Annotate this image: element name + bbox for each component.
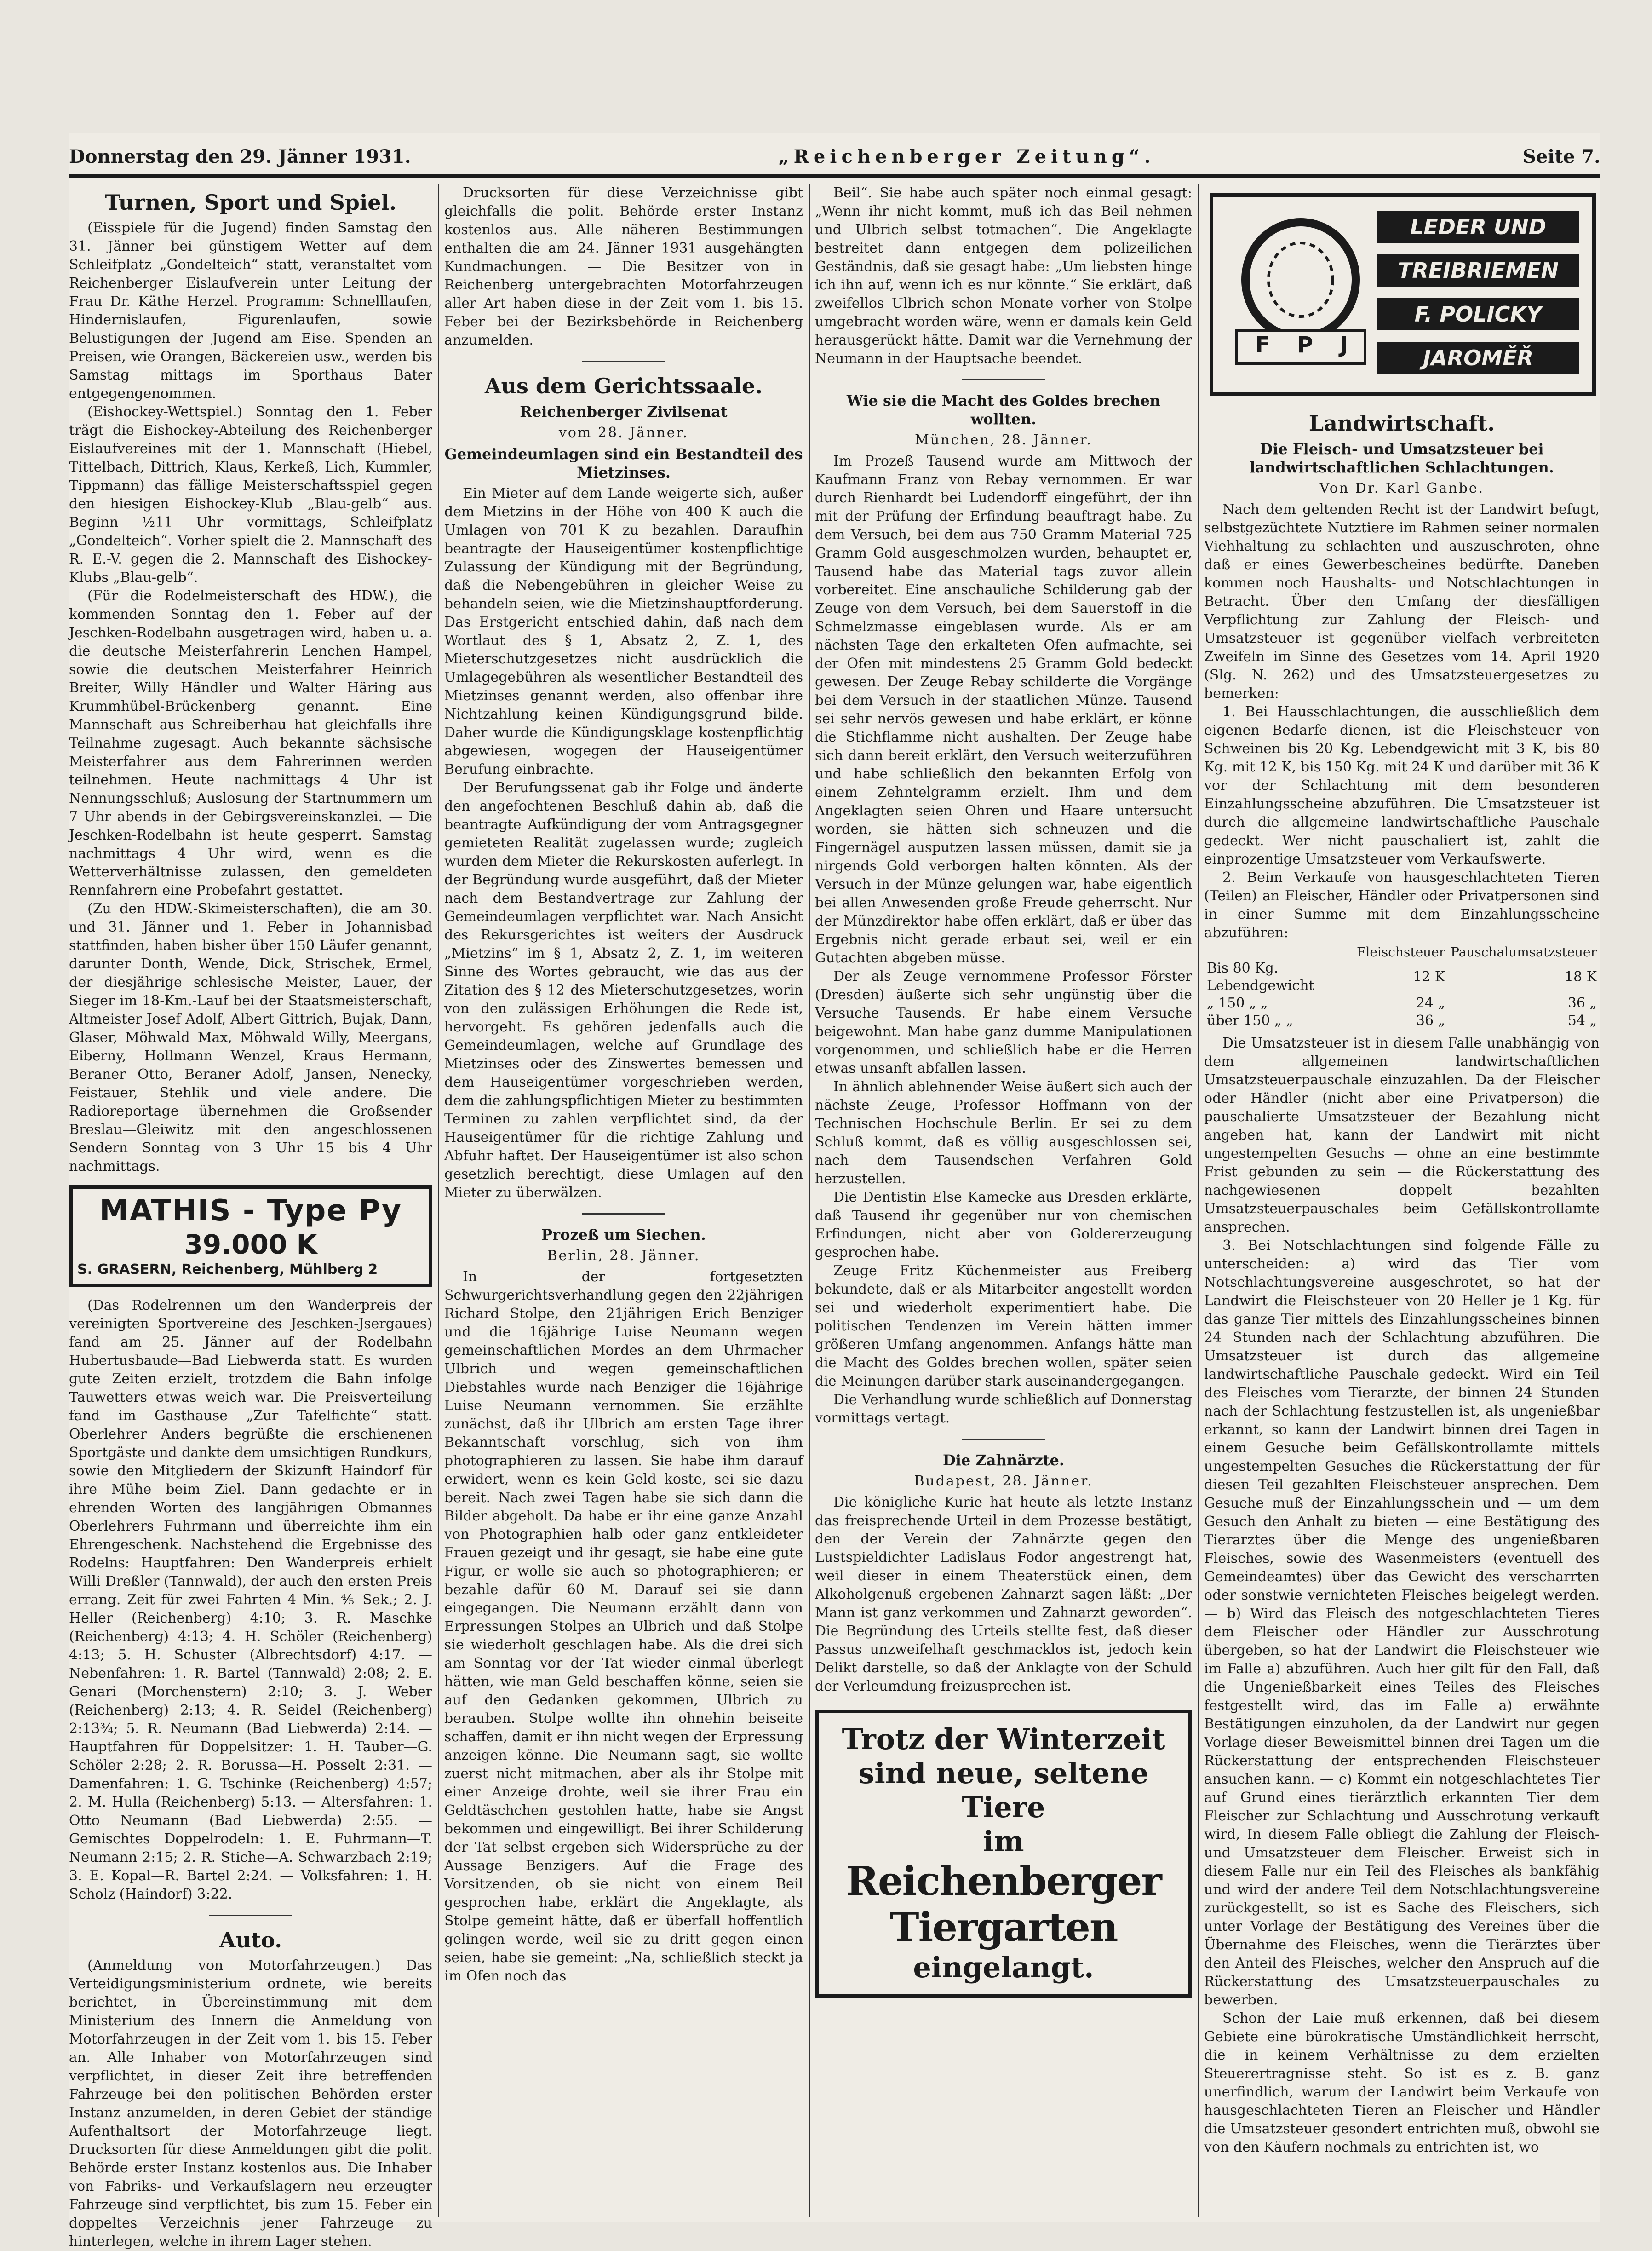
section-title-gericht: Aus dem Gerichtssaale.: [484, 374, 763, 398]
ad-tiergarten-name: Reichenberger Tiergarten: [846, 1858, 1161, 1951]
top-rule: [69, 174, 1600, 178]
divider: [962, 379, 1045, 380]
article-skimeisterschaften: (Zu den HDW.-Skimeisterschaften), die am 30. und 31. Jänner und 1. Feber in Johannisbad stattfinden, haben bisher über 150 Läufer genannt, darunter Donth, Wende, Dick, Strischek, Ermel, der diesjährige schlesische Meister, Lauer, der Sieger im 18-Km.-Lauf bei der Staatsmeisterschaft, Altmeister Josef Adolf, Albert Gittrich, Bujak, Dann, Glaser, Möhwald Max, Möhwald Willy, Meergans, Eiberny, Hollmann Wenzel, Kraus Hermann, Beraner Otto, Beraner Adolf, Jansen, Nenecky, Feistauer, Stehlik und viele andere. Die Radioreportage übernehmen die Großsender Breslau—Gleiwitz mit den angeschlossenen Sendern Sonntag von 3 Uhr 15 bis 4 Uhr nachmittags.: [69, 901, 432, 1174]
issue-date: Donnerstag den 29. Jänner 1931.: [69, 145, 411, 167]
headline-fleischsteuer: Die Fleisch- und Umsatzsteuer bei landwirtschaftlichen Schlachtungen.: [1250, 440, 1554, 476]
dateline: München, 28. Jänner.: [915, 432, 1092, 448]
table-cell: 54 „: [1567, 1013, 1597, 1029]
ad-tiergarten-line1: Trotz der Winterzeit: [842, 1722, 1165, 1756]
column-2: [444, 184, 803, 2217]
monogram-letter: F: [1255, 332, 1270, 358]
subheading-zivilsenat: Reichenberger Zivilsenat: [520, 403, 728, 420]
headline-prozess: Prozeß um Siechen.: [541, 1226, 706, 1244]
article-vertagt: Die Verhandlung wurde schließlich auf Donnerstag vormittags vertagt.: [815, 1392, 1192, 1426]
table-cell: 12 K: [1413, 969, 1446, 985]
article-eishockey: (Eishockey-Wettspiel.) Sonntag den 1. Feber trägt die Eishockey-Abteilung des Reichenberger Eislaufvereines mit der 1. Mannschaft (Hiebel, Tittelbach, Dittrich, Klaus, Kerkeß, Lich, Kummler, Tippmann) das fällige Meisterschaftsspiel gegen den hiesigen Eishockey-Klub „Blau-gelb“ aus. Beginn ½11 Uhr vormittags, Schleifplatz „Gondelteich“. Vorher spielt die 2. Mannschaft des R. E.-V. gegen die 2. Mannschaft des Eishockey-Klubs „Blau-gelb“.: [69, 404, 432, 586]
divider: [209, 1915, 292, 1916]
article-motorfahrzeuge: (Anmeldung von Motorfahrzeugen.) Das Verteidigungsministerium ordnete, wie bereits berichtet, in Übereinstimmung mit dem Ministerium des Innern die Anmeldung von Motorfahrzeugen in der Zeit vom 1. bis 15. Feber an. Alle Inhaber von Motorfahrzeugen sind verpflichtet, in dieser Zeit ihre betreffenden Fahrzeuge bei den politischen Behörden erster Instanz anzumelden, in deren Gebiet der ständige Aufenthaltsort der Motorfahrzeuge liegt. Drucksorten für diese Anmeldungen gibt die polit. Behörde erster Instanz kostenlos aus. Die Inhaber von Fabriks- und Verkaufslagern neu erzeugter Fahrzeuge sind verpflichtet, bis zum 15. Feber ein doppeltes Verzeichnis jener Fahrzeuge zu hinterlegen, welche in ihrem Lager stehen.: [69, 1957, 432, 2250]
article-motorfahrzeuge-cont: Drucksorten für diese Verzeichnisse gibt gleichfalls die polit. Behörde erster Instanz kostenlos aus. Alle näheren Bestimmungen enthalten die am 24. Jänner 1931 ausgehängten Kundmachungen. — Die Besitzer von in Reichenberg untergebrachten Motorfahrzeugen aller Art haben diese in der Zeit vom 1. bis 15. Feber bei der Bezirksbehörde in Reichenberg anzumelden.: [444, 185, 803, 348]
article-landwirt: Nach dem geltenden Recht ist der Landwirt befugt, selbstgezüchtete Nutztiere im Rahmen seiner normalen Viehhaltung zu schlachten und auszuschroten, ohne daß er eines Gewerbescheines bedürfte. Daneben kommen noch Haushalts- und Notschlachtungen in Betracht. Über den Umfang der diesfälligen Verpflichtung zur Zahlung der Fleisch- und Umsatzsteuer ist gegenüber vielfach verbreiteten Zweifeln im Sinne des Gesetzes vom 14. April 1920 (Slg. N. 262) und des Umsatzsteuergesetzes zu bemerken:: [1204, 501, 1600, 702]
headline-zahnaerzte: Die Zahnärzte.: [942, 1451, 1065, 1469]
table-cell: 24 „: [1416, 995, 1446, 1011]
ad-mathis-dealer: S. GRASERN, Reichenberg, Mühlberg 2: [77, 1261, 378, 1278]
table-cell: 36 „: [1416, 1013, 1446, 1029]
article-hoffmann: In ähnlich ablehnender Weise äußert sich auch der nächste Zeuge, Professor Hoffmann von der Technischen Hochschule Berlin. Er sei zu dem Schluß kommt, daß es völlig ausgeschlossen sei, nach dem Tausendschen Verfahren Gold herzustellen.: [815, 1079, 1192, 1187]
headline-gemeindeumlagen: Gemeindeumlagen sind ein Bestandteil des Mietzinses.: [444, 445, 803, 481]
table-row: [1204, 995, 1600, 1012]
ad-tiergarten-line2: sind neue, seltene Tiere: [858, 1756, 1149, 1824]
ad-leder-word: LEDER UND: [1377, 211, 1579, 243]
column-rule-1: [438, 184, 439, 2217]
table-cell: über 150 „ „: [1207, 1013, 1293, 1029]
table-cell: Bis 80 Kg. Lebendgewicht: [1207, 960, 1314, 994]
article-hausschlachtungen: 1. Bei Hausschlachtungen, die ausschließlich dem eigenen Bedarfe dienen, ist die Fleischsteuer von Schweinen bis 20 Kg. Lebendgewicht mit 3 K, bis 80 Kg. mit 12 K, bis 150 Kg. mit 24 K und darüber mit 36 K vor der Schlachtung mit dem besonderen Einzahlungsscheine abzuführen. Die Umsatzsteuer ist durch die allgemeine landwirtschaftliche Pauschale gedeckt. Wer nicht pauschaliert ist, zahlt die einprozentige Umsatzsteuer vom Verkaufswerte.: [1204, 704, 1600, 867]
article-buerokratie: Schon der Laie muß erkennen, daß bei diesem Gebiete eine bürokratische Umständlichkeit herrscht, die in keinem Verhältnisse zu dem erzielten Steuerertragnisse steht. So ist es z. B. ganz unerfindlich, warum der Landwirt beim Verkaufe von hausgeschlachteten Tieren an Fleischer und Händler die Umsatzsteuer gesondert entrichten muß, obwohl sie von den Käufern nochmals zu entrichten ist, wo: [1204, 2010, 1600, 2155]
monogram-letter: P: [1296, 332, 1314, 358]
newspaper-title: „Reichenberger Zeitung“.: [778, 145, 1155, 167]
ad-leder-word: JAROMĚŘ: [1377, 342, 1579, 374]
section-title-landwirtschaft: Landwirtschaft.: [1308, 411, 1495, 436]
article-berufungssenat: Der Berufungssenat gab ihr Folge und änderte den angefochtenen Beschluß dahin ab, daß die beantragte Aufkündigung der vom Antragsgegner gemieteten Realität zugelassen wurde; zugleich wurden dem Mieter die Rekurskosten auferlegt. In der Begründung wurde ausgeführt, daß der Mieter nach dem Bestandvertrage zur Zahlung der Gemeindeumlagen verpflichtet war. Nach Ansicht des Rekursgerichtes ist weiters der Ausdruck „Mietzins“ im § 1, Absatz 2, Z. 1, im weiteren Sinne des Wortes gebraucht, wie das aus der Zitation des § 12 des Mieterschutzgesetzes, worin von den zulässigen Erhöhungen die Rede ist, hervorgeht. Es gehören jedenfalls auch die Gemeindeumlagen, welche auf Grundlage des Mietzinses oder des Zinswertes bemessen und dem Hauseigentümer vorgeschrieben werden, dem die zahlungspflichtigen Mieter zu bestimmten Terminen zu zahlen verpflichtet sind, da der Hauseigentümer für die richtige Zahlung und Abfuhr haftet. Der Hauseigentümer ist also schon gesetzlich berechtigt, diese Umlagen auf den Mieter zu überwälzen.: [444, 780, 803, 1201]
section-title-sport: Turnen, Sport und Spiel.: [104, 190, 397, 215]
article-tausend: Im Prozeß Tausend wurde am Mittwoch der Kaufmann Franz von Rebay vernommen. Er war durch Rienhardt bei Ludendorff eingeführt, der ihn mit der Prüfung der Erfindung beauftragt habe. Zu dem Versuch, bei dem aus 750 Gramm Material 725 Gramm Gold ausgeschmolzen wurden, behauptet er, Tausend habe das Material tags zuvor allein vorbereitet. Eine anschauliche Schilderung gab der Zeuge von dem Versuch, bei dem Sauerstoff in die Schmelzmasse eingeblasen wurde. Als er am nächsten Tage den erkalteten Ofen aufmachte, sei der Ofen mit mindestens 25 Gramm Gold bedeckt gewesen. Der Zeuge Rebay schilderte die Vorgänge bei dem Versuch in der staatlichen Münze. Tausend sei sehr nervös gewesen und habe erklärt, er könne die Stichflamme nicht aushalten. Der Zeuge habe sich dann bereit erklärt, den Versuch weiterzuführen und habe schließlich den bekannten Erfolg von einem Zehntelgramm erzielt. Ihm und dem Angeklagten seien Ohren und Haare untersucht worden, sie hätten sich schneuzen und die Fingernägel ausputzen lassen müssen, damit sie ja nirgends Gold verborgen halten könnten. Als der Versuch in der Münze gelungen war, habe eigentlich bei allen Anwesenden große Freude geherrscht. Nur der Münzdirektor habe offen erklärt, daß er über das Ergebnis nicht gerade erbaut sei, weil er ein Gutachten abgeben müsse.: [815, 453, 1192, 966]
page-number: Seite 7.: [1522, 145, 1600, 167]
dateline: Budapest, 28. Jänner.: [914, 1473, 1093, 1489]
article-schwurgericht: In der fortgesetzten Schwurgerichtsverhandlung gegen den 22jährigen Richard Stolpe, den 21jährigen Erich Benziger und die 16jährige Luise Neumann wegen gemeinschaftlichen Mordes an dem Uhrmacher Ulbrich und wegen gemeinschaftlichen Diebstahles wurde nach Benziger die 16jährige Luise Neumann vernommen. Sie erzählte zunächst, daß ihr Ulbrich am ersten Tage ihrer Bekanntschaft vorschlug, sich von ihm photographieren zu lassen. Sie habe ihm darauf erwidert, wenn es kein Geld koste, sei sie dazu bereit. Nach zwei Tagen habe sie sich dann die Bilder abgeholt. Da habe er ihr eine ganze Anzahl von Photographien halb oder ganz entkleideter Frauen gezeigt und ihr gesagt, sie habe eine gute Figur, er wolle sie auch so photographieren; er bezahle dafür 60 M. Darauf sei sie dann eingegangen. Die Neumann erzählt dann von Erpressungen Stolpes an Ulbrich und daß Stolpe sie wiederholt geschlagen habe. Als die drei sich am Sonntag vor der Tat wieder einmal überlegt hätten, wie man Geld beschaffen könne, seien sie auf den Gedanken gekommen, Ulbrich zu berauben. Stolpe wollte ihn ohnehin beiseite schaffen, damit er ihn nicht wegen der Erpressung anzeigen könne. Die Neumann sagt, sie wollte zuerst nicht mitmachen, aber als ihr Stolpe mit einer Anzeige drohte, weil sie ihrer Frau ein Geldtäschchen gestohlen hatte, habe sie Angst bekommen und eingewilligt. Bei ihrer Schilderung der Tat selbst ergeben sich Widersprüche zu der Aussage Benzigers. Auf die Frage des Vorsitzenden, ob sie nicht von einem Beil gesprochen habe, erklärt die Angeklagte, als Stolpe gemeint hätte, daß er überfall hoffentlich gelingen werde, weil sie zu dritt gegen einen seien, habe sie gemeint: „Na, schließlich steckt ja im Ofen noch das: [444, 1269, 803, 1984]
article-verkauf: 2. Beim Verkaufe von hausgeschlachteten Tieren (Teilen) an Fleischer, Händler oder Privatpersonen sind in einer Summe mit dem Einzahlungsscheine abzuführen:: [1204, 869, 1600, 941]
column-rule-2: [809, 184, 810, 2217]
dateline: Berlin, 28. Jänner.: [547, 1248, 700, 1264]
ad-leder-word: TREIBRIEMEN: [1377, 254, 1579, 287]
column-1: [69, 184, 432, 2250]
table-row: [1204, 1012, 1600, 1030]
article-kuechenmeister: Zeuge Fritz Küchenmeister aus Freiberg bekundete, daß er als Mitarbeiter angestellt worden sei und wiederholt experimentiert habe. Die politischen Tendenzen im Verein hätten immer größeren Umfang angenommen. Anfangs hätte man die Macht des Goldes brechen wollen, später seien die Meinungen darüber stark auseinandergegangen.: [815, 1263, 1192, 1389]
ad-mathis-price: 39.000 K: [184, 1229, 317, 1260]
article-schwurgericht-cont: Beil“. Sie habe auch später noch einmal gesagt: „Wenn ihr nicht kommt, muß ich das Beil nehmen und Ulbrich selbst totmachen“. Die Angeklagte bestreitet dann entgegen dem polizeilichen Geständnis, daß sie gesagt habe: „Um liebsten hinge ich ihn auf, wenn ich es nur könnte.“ Sie erklärt, daß zweifellos Ulbrich schon Monate vorher von Stolpe umgebracht worden wäre, wenn er damals kein Geld herausgerückt hätte. Damit war die Vernehmung der Neumann in der Hauptsache beendet.: [815, 185, 1192, 367]
monogram: [1242, 331, 1361, 359]
divider: [962, 1439, 1045, 1440]
section-title-auto: Auto.: [219, 1928, 282, 1952]
article-kurie: Die königliche Kurie hat heute als letzte Instanz das freisprechende Urteil in dem Prozesse bestätigt, den der Verein der Zahnärzte gegen den Lustspieldichter Ladislaus Fodor angestrengt hat, weil dieser in einem Theaterstück einen, dem Alkoholgenuß ergebenen Zahnarzt sagen läßt: „Der Mann ist ganz verkommen und Zahnarzt geworden“. Die Begründung des Urteils stellte fest, daß dieser Passus unzweifelhaft geschmacklos ist, jedoch kein Delikt darstelle, so daß der Anklagte von der Schuld der Verleumdung freizusprechen ist.: [815, 1494, 1192, 1694]
divider: [582, 361, 665, 362]
table-header-row: [1204, 945, 1600, 960]
masthead: [69, 138, 1600, 175]
ad-leder-word: F. POLICKY: [1377, 298, 1579, 330]
column-3: [815, 184, 1192, 2217]
article-kamecke: Die Dentistin Else Kamecke aus Dresden erklärte, daß Tausend ihr gegenüber nur von chemischen Erfindungen, nicht aber von Goldererzeugung gesprochen habe.: [815, 1189, 1192, 1261]
table-cell: „ 150 „ „: [1207, 995, 1268, 1011]
article-umsatzsteuer: Die Umsatzsteuer ist in diesem Falle unabhängig von dem allgemeinen landwirtschaftlichen Umsatzsteuerpauschale einzuzahlen. Da der Fleischer oder Händler (nicht aber eine Privatperson) die pauschalierte Umsatzsteuer der Bezahlung nicht angeben hat, kann der Landwirt mit nicht ungestempelten Gesuchs — ohne an eine bestimmte Frist gebunden zu sein — die Rückerstattung des nachgewiesenen doppelt bezahlten Umsatzsteuerpauschales beim Gefällskontrollamte ansprechen.: [1204, 1035, 1600, 1235]
article-foerster: Der als Zeuge vernommene Professor Förster (Dresden) äußerte sich sehr ungünstig über die Versuche Tausends. Er habe einem Versuche beigewohnt. Man habe ganz dumme Manipulationen vorgenommen, und schließlich habe er die Herren etwas unsanft abfallen lassen.: [815, 968, 1192, 1077]
column-4: [1204, 405, 1600, 2217]
ad-mathis-model: MATHIS - Type Py: [99, 1194, 402, 1228]
table-cell: 36 „: [1567, 995, 1597, 1011]
ad-tiergarten-line3: im: [983, 1825, 1024, 1858]
article-rodelmeisterschaft: (Für die Rodelmeisterschaft des HDW.), die kommenden Sonntag den 1. Feber auf der Jeschken-Rodelbahn ausgetragen wird, haben u. a. die deutsche Meisterfahrerin Lenchen Hampel, sowie die deutschen Meisterfahrer Heinrich Breiter, Willy Händler und Walter Häring aus Krummhübel-Brückenberg genannt. Eine Mannschaft aus Schreiberhau hat gleichfalls ihre Teilnahme zugesagt. Auch bekannte sächsische Meisterfahrer aus dem Fahrerinnen werden teilnehmen. Heute nachmittags 4 Uhr ist Nennungsschluß; Auslosung der Startnummern um 7 Uhr abends in der Gebirgsvereinskanzlei. — Die Jeschken-Rodelbahn ist heute gesperrt. Samstag nachmittags 4 Uhr wird, wenn es die Wetterverhältnisse zulassen, den gemeldeten Rennfahrern eine Probefahrt gestattet.: [69, 588, 432, 898]
table-row: [1204, 960, 1600, 995]
article-mieter: Ein Mieter auf dem Lande weigerte sich, außer dem Mietzins in der Höhe von 400 K auch die Umlagen von 701 K zu bezahlen. Daraufhin beantragte der Hauseigentümer kostenpflichtige Zulassung der Kündigung mit der Begründung, daß die Nebengebühren in gleicher Weise zu behandeln seien, wie die Mietzinshauptforderung. Das Erstgericht entschied dahin, daß nach dem Wortlaut des § 1, Absatz 2, Z. 1, des Mieterschutzgesetzes nicht ausdrücklich die Umlagegebühren als wesentlicher Bestandteil des Mietzinses genannt werden, also offenbar ihre Nichtzahlung keinen Kündigungsgrund bilde. Daher wurde die Kündigungsklage kostenpflichtig abgewiesen, wogegen der Hauseigentümer Berufung einbrachte.: [444, 485, 803, 777]
byline: Von Dr. Karl Ganbe.: [1319, 480, 1485, 496]
dateline: vom 28. Jänner.: [558, 425, 689, 441]
advertisement-mathis: [69, 1185, 432, 1287]
ad-tiergarten-line5: eingelangt.: [913, 1951, 1094, 1984]
article-rodelrennen: (Das Rodelrennen um den Wanderpreis der vereinigten Sportvereine des Jeschken-Jsergaues) fand am 25. Jänner auf der Rodelbahn Hubertusbaude—Bad Liebwerda statt. Es wurden gute Zeiten erzielt, trotzdem die Bahn infolge Tauwetters etwas weich war. Die Preisverteilung fand im Gasthause „Zur Tafelfichte“ statt. Oberlehrer Anders begrüßte die erschienenen Sportgäste und dankte dem umsichtigen Rundkurs, sowie den Mitgliedern der Skizunft Haindorf für ihre Mühe beim Ziel. Dann gedachte er in ehrenden Worten des langjährigen Obmannes Oberlehrers Fuhrmann und überreichte ihm ein Ehrengeschenk. Nachstehend die Ergebnisse des Rodelns: Hauptfahren: Den Wanderpreis erhielt Willi Dreßler (Tannwald), der auch den ersten Preis errang. Zeit für zwei Fahrten 4 Min. ⅘ Sek.; 2. J. Heller (Reichenberg) 4:10; 3. R. Maschke (Reichenberg) 4:13; 4. H. Schöler (Reichenberg) 4:13; 5. H. Schuster (Albrechtsdorf) 4:17. — Nebenfahren: 1. R. Bartel (Tannwald) 2:08; 2. E. Genari (Morchenstern) 2:10; 3. J. Weber (Reichenberg) 2:13; 4. R. Seidel (Reichenberg) 2:13¾; 5. R. Neumann (Bad Liebwerda) 2:14. — Hauptfahren für Doppelsitzer: 1. H. Tauber—G. Schöler 2:28; 2. R. Borussa—H. Posselt 2:31. — Damenfahren: 1. G. Tschinke (Reichenberg) 4:57; 2. M. Hulla (Reichenberg) 5:13. — Altersfahren: 1. Otto Neumann (Bad Liebwerda) 2:55. — Gemischtes Doppelrodeln: 1. E. Fuhrmann—T. Neumann 2:15; 2. R. Stiche—A. Schwarzbach 2:19; 3. E. Kopal—R. Bartel 2:24. — Volksfahren: 1. H. Scholz (Haindorf) 3:22.: [69, 1297, 432, 1902]
advertisement-leder: [1210, 193, 1596, 396]
tax-table: [1204, 945, 1600, 1030]
article-eisspiele: (Eisspiele für die Jugend) finden Samstag den 31. Jänner bei günstigem Wetter auf dem Schleifplatz „Gondelteich“ statt, veranstaltet vom Reichenberger Eislaufverein unter Leitung der Frau Dr. Käthe Herzel. Programm: Schnelllaufen, Hindernislaufen, Figurenlaufen, sowie Belustigungen der Jugend am Eise. Spenden an Preisen, wie Orangen, Bäckereien usw., werden bis Samstag mittags im Sporthaus Bater entgegengenommen.: [69, 220, 432, 402]
table-header: [1204, 945, 1354, 960]
table-header: Pauschalumsatzsteuer: [1451, 944, 1597, 960]
headline-gold: Wie sie die Macht des Goldes brechen wollten.: [846, 392, 1161, 428]
monogram-letter: J: [1340, 332, 1348, 358]
table-header: Fleischsteuer: [1356, 944, 1446, 960]
column-rule-3: [1198, 184, 1199, 2217]
table-cell: 18 K: [1564, 969, 1597, 985]
divider: [582, 1213, 665, 1215]
article-notschlachtungen: 3. Bei Notschlachtungen sind folgende Fälle zu unterscheiden: a) wird das Tier vom Notschlachtungsvereine ausgeschrotet, so hat der Landwirt die Fleischsteuer von 20 Heller je 1 Kg. für das ganze Tier mittels des Einzahlungsscheines binnen 24 Stunden nach der Schlachtung abzuführen. Die Umsatzsteuer ist durch das allgemeine landwirtschaftliche Pauschale gedeckt. Wird ein Teil des Fleisches vom Tierarzte, der binnen 24 Stunden nach der Schlachtung festzustellen ist, als ungenießbar erkannt, so kann der Landwirt binnen drei Tagen in einem Gesuche beim Gefällskontrollamte mittels ungestempelten Gesuches die Rückerstattung der für diesen Teil gezahlten Fleischsteuer ansprechen. Dem Gesuche muß der Einzahlungsschein und — um dem Gesuch den Anhalt zu bieten — eine Bestätigung des Tierarztes über die Menge des ungenießbaren Fleisches, sowie des Wasenmeisters (eventuell des Gemeindeamtes) über das Gewicht des verscharrten oder sonstwie vernichteten Fleisches beigelegt werden. — b) Wird das Fleisch des notgeschlachteten Tieres dem Fleischer oder Händler zur Ausschrotung übergeben, so hat der Landwirt die Fleischsteuer wie im Falle a) abzuführen. Auch hier gilt für den Fall, daß die Ungenießbarkeit eines Teiles des Fleisches festgestellt wird, das im Falle a) erwähnte Bestätigungen einzuholen, da der Landwirt nur gegen Vorlage dieser Beweismittel binnen drei Tagen um die Rückerstattung der entsprechenden Fleischsteuer ansuchen kann. — c) Kommt ein notgeschlachtetes Tier auf Grund eines tierärztlich erkannten Tier dem Fleischer zur Schlachtung und Ausschrotung verkauft wird, In diesem Falle obliegt die Zahlung der Fleisch- und Umsatzsteuer dem Fleischer. Erweist sich in diesem Falle nur ein Teil des Fleisches als bankfähig und wird der andere Teil dem Notschlachtungsvereine zurückgestellt, so ist es Sache des Fleischers, sich unter Vorlage der Bestätigung des Vereines über die Übernahme des Fleisches, wenn die Tierärztes über den Anteil des Fleisches, welcher den Anspruch auf die Rückerstattung des Umsatzsteuerpauschales zu bewerben.: [1204, 1238, 1600, 2008]
advertisement-tiergarten: [815, 1710, 1192, 1998]
